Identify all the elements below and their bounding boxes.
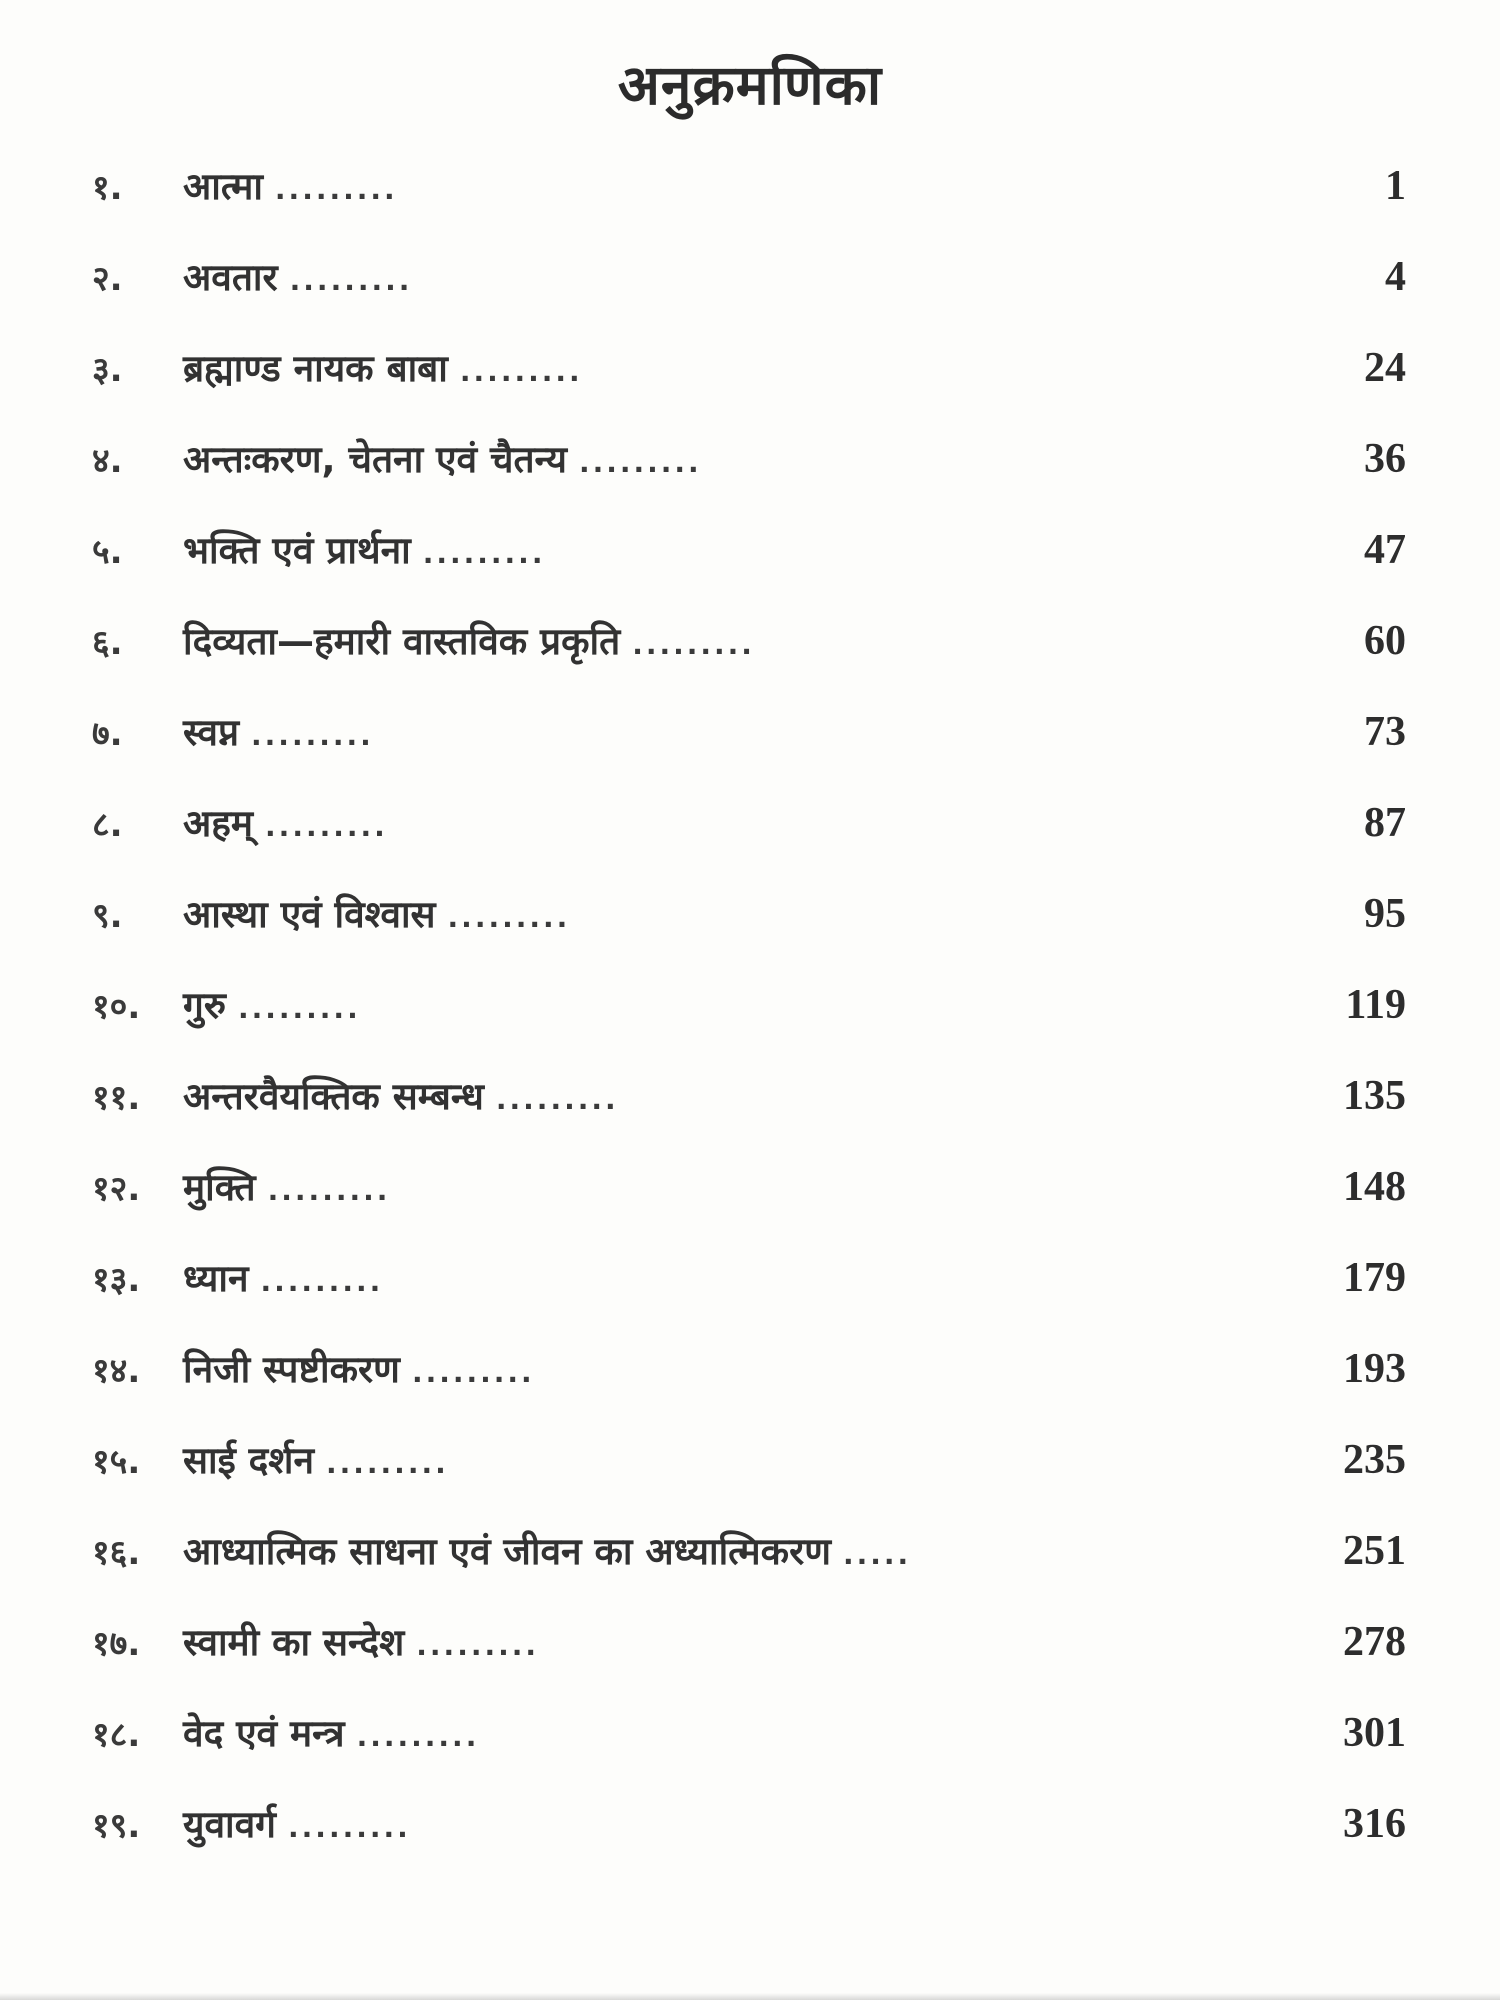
entry-serial-number: १५. [92, 1442, 141, 1482]
entry-title: वेद एवं मन्त्र [183, 1712, 345, 1755]
dot-leader: ..... [842, 1538, 912, 1571]
toc-entry-row [92, 341, 1406, 432]
entry-title: भक्ति एवं प्रार्थना [183, 529, 411, 572]
toc-entry-row [92, 1797, 1406, 1888]
entry-serial-number: १२. [92, 1169, 141, 1209]
dot-leader: ......... [416, 1629, 540, 1662]
toc-entry-row [92, 432, 1406, 523]
entry-title: ध्यान [183, 1257, 249, 1300]
entry-title: निजी स्पष्टीकरण [183, 1348, 400, 1391]
toc-entry-row [92, 159, 1406, 250]
entry-serial-number: ८. [92, 805, 123, 845]
entry-serial-number: ७. [92, 714, 123, 754]
entry-title: गुरु [183, 984, 226, 1027]
entry-title: ब्रह्माण्ड नायक बाबा [183, 347, 448, 390]
entry-serial-number: १. [92, 168, 123, 208]
toc-entry-row [92, 796, 1406, 887]
entry-page-number: 73 [1364, 709, 1406, 755]
page-title: अनुक्रमणिका [617, 53, 883, 117]
entry-page-number: 95 [1364, 891, 1406, 937]
entry-serial-number: १६. [92, 1533, 141, 1573]
dot-leader: ......... [447, 901, 571, 934]
dot-leader: ......... [411, 1356, 535, 1389]
entry-title: अन्तःकरण, चेतना एवं चैतन्य [183, 438, 567, 481]
dot-leader: ......... [237, 992, 361, 1025]
entry-page-number: 179 [1343, 1255, 1406, 1301]
entry-page-number: 47 [1364, 527, 1406, 573]
entry-page-number: 87 [1364, 800, 1406, 846]
toc-entry-row [92, 1342, 1406, 1433]
entry-page-number: 148 [1343, 1164, 1406, 1210]
entry-page-number: 301 [1343, 1710, 1406, 1756]
entry-page-number: 119 [1345, 982, 1406, 1028]
entry-title: साई दर्शन [183, 1439, 314, 1482]
dot-leader: ......... [267, 1174, 391, 1207]
entry-serial-number: ५. [92, 532, 123, 572]
entry-title: स्वप्न [183, 711, 240, 754]
entry-title: आस्था एवं विश्वास [183, 893, 436, 936]
entry-page-number: 60 [1364, 618, 1406, 664]
entry-serial-number: ११. [92, 1078, 141, 1118]
entry-title: युवावर्ग [183, 1803, 277, 1846]
entry-serial-number: ३. [92, 350, 123, 390]
entry-serial-number: २. [92, 259, 123, 299]
dot-leader: ......... [632, 628, 755, 661]
dot-leader: ......... [251, 719, 374, 752]
toc-entry-row [92, 887, 1406, 978]
dot-leader: ......... [260, 1265, 384, 1298]
entry-serial-number: १३. [92, 1260, 141, 1300]
dot-leader: ......... [578, 446, 702, 479]
entry-title: अवतार [183, 256, 278, 299]
dot-leader: ......... [422, 537, 546, 570]
entry-page-number: 4 [1385, 254, 1406, 300]
entry-title: आध्यात्मिक साधना एवं जीवन का अध्यात्मिकरण [183, 1530, 831, 1573]
toc-entry-row [92, 1433, 1406, 1524]
dot-leader: ......... [495, 1083, 619, 1116]
toc-entry-row [92, 523, 1406, 614]
scan-edge-shadow [0, 1993, 1500, 2000]
toc-list [0, 159, 1500, 1888]
entry-page-number: 135 [1343, 1073, 1406, 1119]
entry-title: आत्मा [183, 165, 263, 208]
entry-serial-number: १९. [92, 1806, 141, 1846]
entry-page-number: 24 [1364, 345, 1406, 391]
toc-entry-row [92, 1706, 1406, 1797]
entry-serial-number: १०. [92, 987, 141, 1027]
toc-entry-row [92, 978, 1406, 1069]
dot-leader: ......... [459, 355, 583, 388]
entry-page-number: 278 [1343, 1619, 1406, 1665]
toc-entry-row [92, 1524, 1406, 1615]
dot-leader: ......... [274, 173, 398, 206]
entry-serial-number: ६. [92, 623, 123, 663]
entry-title: अहम् [183, 802, 254, 845]
toc-entry-row [92, 1251, 1406, 1342]
entry-title: दिव्यता—हमारी वास्तविक प्रकृति [183, 620, 621, 663]
dot-leader: ......... [326, 1447, 449, 1480]
entry-page-number: 36 [1364, 436, 1406, 482]
entry-page-number: 251 [1343, 1528, 1406, 1574]
toc-entry-row [92, 614, 1406, 705]
dot-leader: ......... [288, 1811, 411, 1844]
entry-page-number: 1 [1385, 163, 1406, 209]
entry-serial-number: १४. [92, 1351, 141, 1391]
entry-page-number: 316 [1343, 1801, 1406, 1847]
dot-leader: ......... [356, 1720, 480, 1753]
entry-title: स्वामी का सन्देश [183, 1621, 405, 1664]
toc-entry-row [92, 1069, 1406, 1160]
entry-serial-number: १७. [92, 1624, 141, 1664]
toc-entry-row [92, 1615, 1406, 1706]
entry-serial-number: ९. [92, 896, 123, 936]
dot-leader: ......... [289, 264, 413, 297]
entry-title: अन्तरवैयक्तिक सम्बन्ध [183, 1075, 484, 1118]
entry-serial-number: १८. [92, 1715, 141, 1755]
toc-entry-row [92, 705, 1406, 796]
entry-serial-number: ४. [92, 441, 123, 481]
entry-title: मुक्ति [183, 1166, 256, 1209]
dot-leader: ......... [265, 810, 388, 843]
entry-page-number: 193 [1343, 1346, 1406, 1392]
toc-entry-row [92, 250, 1406, 341]
entry-page-number: 235 [1343, 1437, 1406, 1483]
toc-entry-row [92, 1160, 1406, 1251]
